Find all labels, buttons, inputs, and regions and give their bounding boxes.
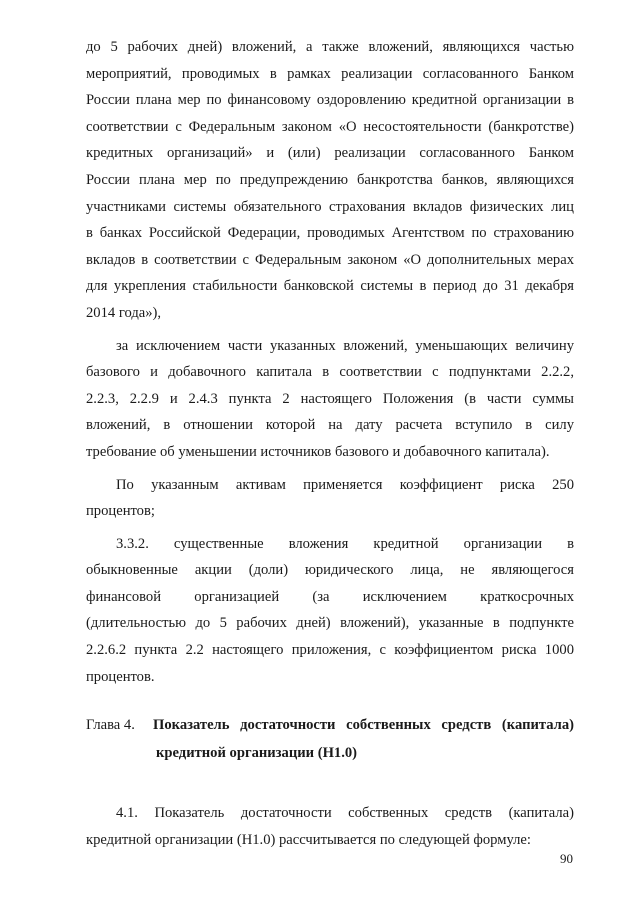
text-line: 4.1. Показатель достаточности собственных средств (капитала): [116, 805, 574, 822]
chapter-title-line: Показатель достаточности собственных средств (капитала): [153, 717, 574, 734]
chapter-number: Глава 4.: [86, 717, 135, 734]
text-line: мероприятий, проводимых в рамках реализации согласованного Банком: [86, 65, 574, 82]
text-line: процентов;: [86, 503, 155, 520]
risk-250-paragraph: [86, 472, 574, 525]
text-line: 2014 года»),: [86, 304, 162, 321]
text-line: вложений, в отношении которой на дату расчета вступило в силу: [86, 417, 574, 434]
text-line: кредитных организаций» и (или) реализации согласованного Банком: [86, 145, 574, 162]
text-line: до 5 рабочих дней) вложений, а также вложений, являющихся частью: [86, 39, 574, 55]
text-line: По указанным активам применяется коэффициент риска 250: [116, 476, 574, 493]
text-line: участниками системы обязательного страхования вкладов физических лиц: [86, 198, 574, 215]
chapter-title: [153, 711, 574, 767]
text-line: обыкновенные акции (доли) юридического лица, не являющегося: [86, 562, 574, 579]
text-line: финансовой организацией (за исключением краткосрочных: [86, 588, 574, 605]
text-line: вкладов в соответствии с Федеральным законом «О дополнительных мерах: [86, 251, 574, 268]
text-line: России плана мер по предупреждению банкротства банков, являющихся: [86, 171, 574, 188]
text-line: (длительностью до 5 рабочих дней) вложений), указанные в подпункте: [86, 615, 574, 632]
text-line: для укрепления стабильности банковской системы в период до 31 декабря: [86, 278, 574, 295]
chapter-title-line: кредитной организации (Н1.0): [156, 745, 358, 762]
text-line: 2.2.3, 2.2.9 и 2.4.3 пункта 2 настоящего Положения (в части суммы: [86, 390, 574, 407]
item-3-3-2-paragraph: [86, 531, 574, 691]
text-line: требование об уменьшении источников базового и добавочного капитала).: [86, 443, 550, 460]
text-line: 2.2.6.2 пункта 2.2 настоящего приложения, с коэффициентом риска 1000: [86, 642, 574, 659]
text-line: процентов.: [86, 668, 155, 685]
exception-paragraph: [86, 333, 574, 466]
page-number: 90: [560, 851, 573, 866]
text-line: соответствии с Федеральным законом «О несостоятельности (банкротстве): [86, 118, 574, 135]
text-line: России плана мер по финансовому оздоровлению кредитной организации в: [86, 92, 574, 109]
text-line: базового и добавочного капитала в соответствии с подпунктами 2.2.2,: [86, 364, 574, 381]
item-4-1-paragraph: [86, 800, 574, 853]
chapter-heading: [86, 711, 574, 767]
text-line: 3.3.2. существенные вложения кредитной организации в: [116, 535, 574, 552]
text-line: за исключением части указанных вложений, уменьшающих величину: [116, 337, 574, 354]
text-line: кредитной организации (Н1.0) рассчитывается по следующей формуле:: [86, 831, 531, 848]
continuation-paragraph: [86, 34, 574, 327]
document-page: [86, 34, 574, 853]
text-line: в банках Российской Федерации, проводимых Агентством по страхованию: [86, 225, 574, 242]
